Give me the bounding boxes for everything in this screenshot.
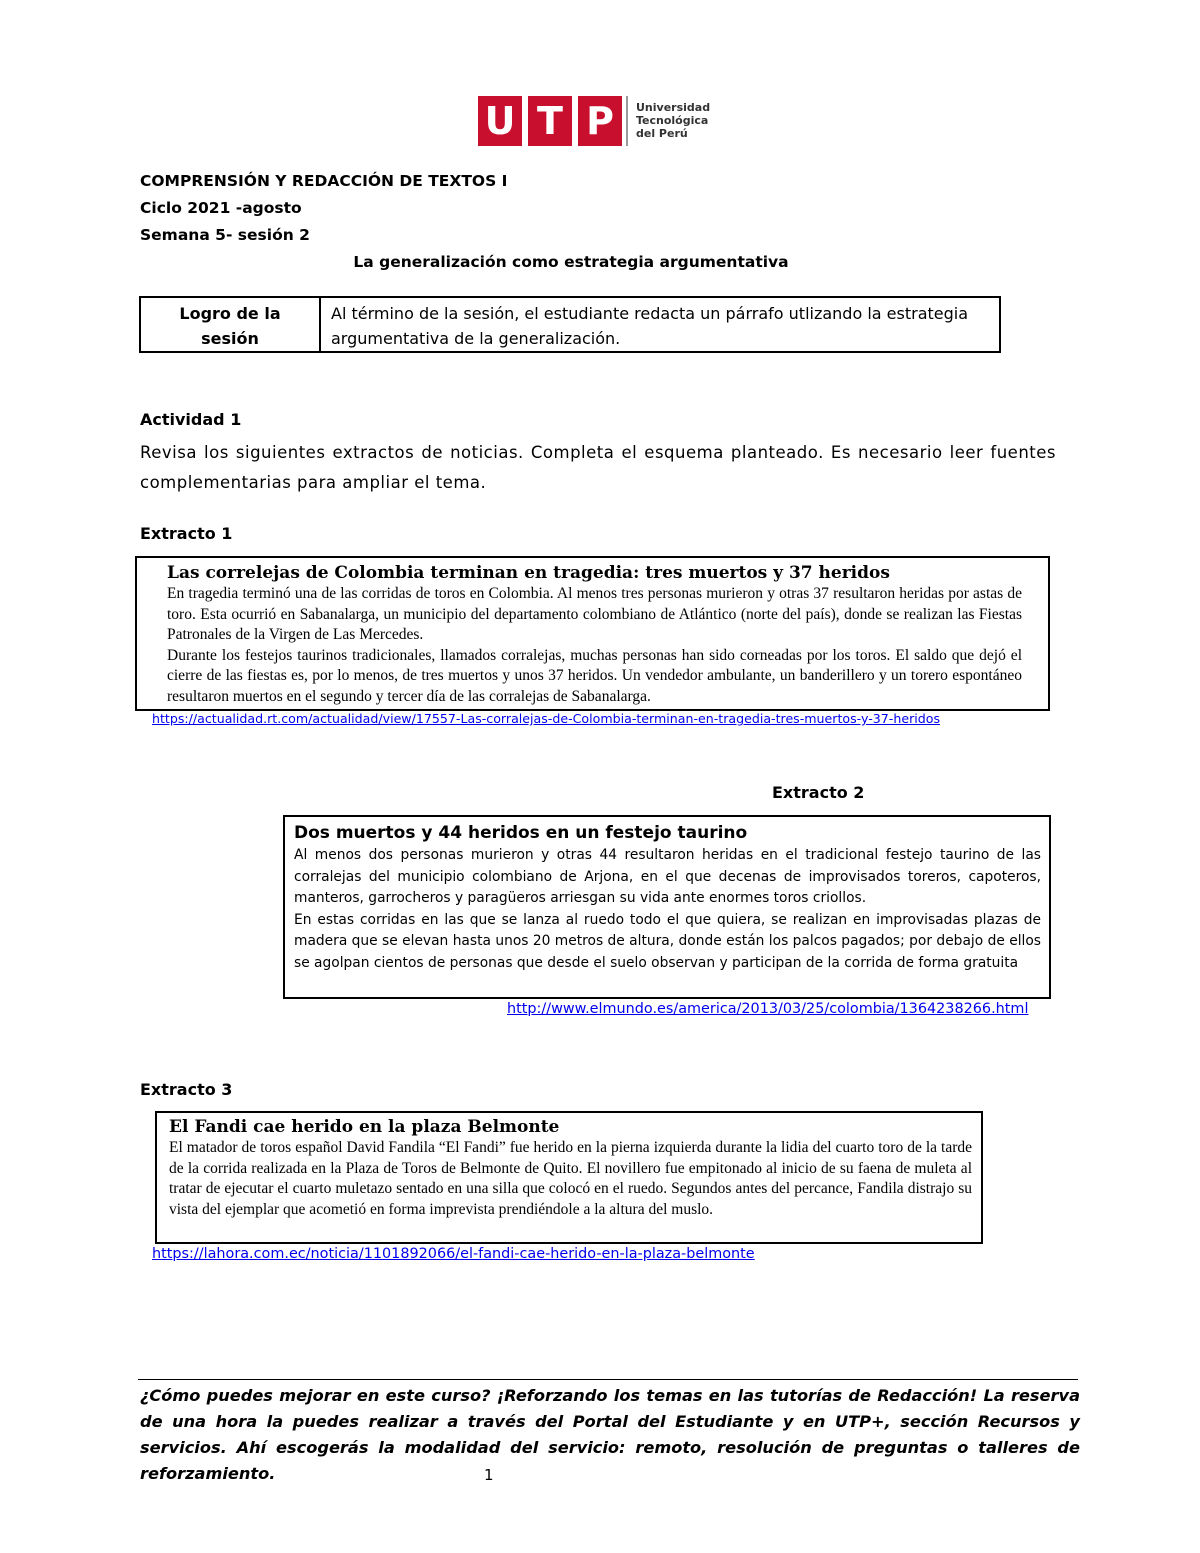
session-subtitle: La generalización como estrategia argumentativa: [353, 253, 789, 271]
cycle-label: Ciclo 2021 -agosto: [140, 199, 302, 217]
extract-2-label: Extracto 2: [772, 783, 865, 802]
week-session-label: Semana 5- sesión 2: [140, 226, 310, 244]
course-title: COMPRENSIÓN Y REDACCIÓN DE TEXTOS I: [140, 172, 508, 190]
logo-line-2: Tecnológica: [636, 114, 709, 127]
logo-line-3: del Perú: [636, 127, 688, 140]
utp-logo: [478, 96, 714, 150]
logo-university-name: [636, 101, 710, 140]
logo-letter-t: T: [528, 96, 572, 146]
activity-instructions: Revisa los siguientes extractos de noticias. Completa el esquema planteado. Es necesario leer fuentes complementarias para ampliar el tema.: [140, 443, 1056, 492]
extract-3-source-link[interactable]: https://lahora.com.ec/noticia/1101892066/el-fandi-cae-herido-en-la-plaza-belmonte: [152, 1246, 755, 1262]
extract-2-box: [283, 815, 1051, 999]
extract-1-paragraph-2: Durante los festejos taurinos tradicionales, llamados corralejas, muchas personas han sido corneadas por los toros. El saldo que dejó el cierre de las fiestas es, por lo menos, de tres muertos y unos 37 heridos. Un vendedor ambulante, un banderillero y un torero espontáneo resultaron muertos en el segundo y tercer día de las corralejas de Sabanalarga.: [167, 646, 1022, 705]
extract-1-source-link[interactable]: https://actualidad.rt.com/actualidad/view/17557-Las-corralejas-de-Colombia-terminan-en-tragedia-tres-muertos-y-37-heridos: [152, 711, 941, 726]
page-number: 1: [484, 1466, 494, 1484]
extract-1-title: Las correlejas de Colombia terminan en tragedia: tres muertos y 37 heridos: [167, 563, 890, 583]
extract-3-label: Extracto 3: [140, 1080, 233, 1099]
logo-line-1: Universidad: [636, 101, 711, 114]
logo-divider: [626, 96, 628, 146]
extract-3-paragraph-1: El matador de toros español David Fandila “El Fandi” fue herido en la pierna izquierda durante la lidia del cuarto toro de la tarde de la corrida realizada en la Plaza de Toros de Belmonte de Quito. El novillero fue empitonado al inicio de su faena de muleta al tratar de ejecutar el cuarto muletazo sentado en una silla que colocó en el ruedo. Segundos antes del percance, Fandila distrajo su vista del ejemplar que acometió en forma imprevista prendiéndole a la altura del muslo.: [169, 1139, 972, 1218]
activity-title: Actividad 1: [140, 410, 242, 429]
session-goal-label-line-1: Logro de la: [179, 304, 281, 323]
session-goal-label: [141, 298, 321, 351]
extract-2-source-link[interactable]: http://www.elmundo.es/america/2013/03/25/colombia/1364238266.html: [507, 1001, 1029, 1017]
extract-2-title: Dos muertos y 44 heridos en un festejo taurino: [294, 823, 748, 843]
extract-3-box: [155, 1111, 983, 1244]
footer-note: ¿Cómo puedes mejorar en este curso? ¡Reforzando los temas en las tutorías de Redacción! La reserva de una hora la puedes realizar a través del Portal del Estudiante y en UTP+, sección Recursos y servicios. Ahí escogerás la modalidad del servicio: remoto, resolución de preguntas o talleres de reforzamiento.: [140, 1386, 1080, 1483]
footer-divider: [138, 1379, 1078, 1380]
logo-letter-u: U: [478, 96, 522, 146]
session-goal-text: Al término de la sesión, el estudiante redacta un párrafo utlizando la estrategia argumentativa de la generalización.: [331, 304, 969, 348]
session-goal-label-line-2: sesión: [201, 329, 259, 348]
extract-1-label: Extracto 1: [140, 524, 233, 543]
session-goal-table: [139, 296, 1001, 353]
extract-1-paragraph-1: En tragedia terminó una de las corridas de toros en Colombia. Al menos tres personas murieron y otras 37 resultaron heridas por astas de toro. Esta ocurrió en Sabanalarga, un municipio del departamento colombiano de Atlántico (norte del país), donde se realizan las Fiestas Patronales de la Virgen de Las Mercedes.: [167, 585, 1022, 643]
extract-2-paragraph-2: En estas corridas en las que se lanza al ruedo todo el que quiera, se realizan en improvisadas plazas de madera que se elevan hasta unos 20 metros de altura, donde están los palcos pagados; por debajo de ellos se agolpan cientos de personas que desde el suelo observan y participan de la corrida de forma gratuita: [294, 911, 1041, 971]
extract-1-box: [135, 556, 1050, 711]
extract-2-paragraph-1: Al menos dos personas murieron y otras 44 resultaron heridas en el tradicional festejo taurino de las corralejas del municipio colombiano de Arjona, en el que decenas de improvisados toreros, capoteros, manteros, garrocheros y paragüeros arriesgan su vida ante enormes toros criollos.: [294, 847, 1041, 906]
logo-letter-p: P: [578, 96, 622, 146]
extract-3-title: El Fandi cae herido en la plaza Belmonte: [169, 1117, 560, 1137]
